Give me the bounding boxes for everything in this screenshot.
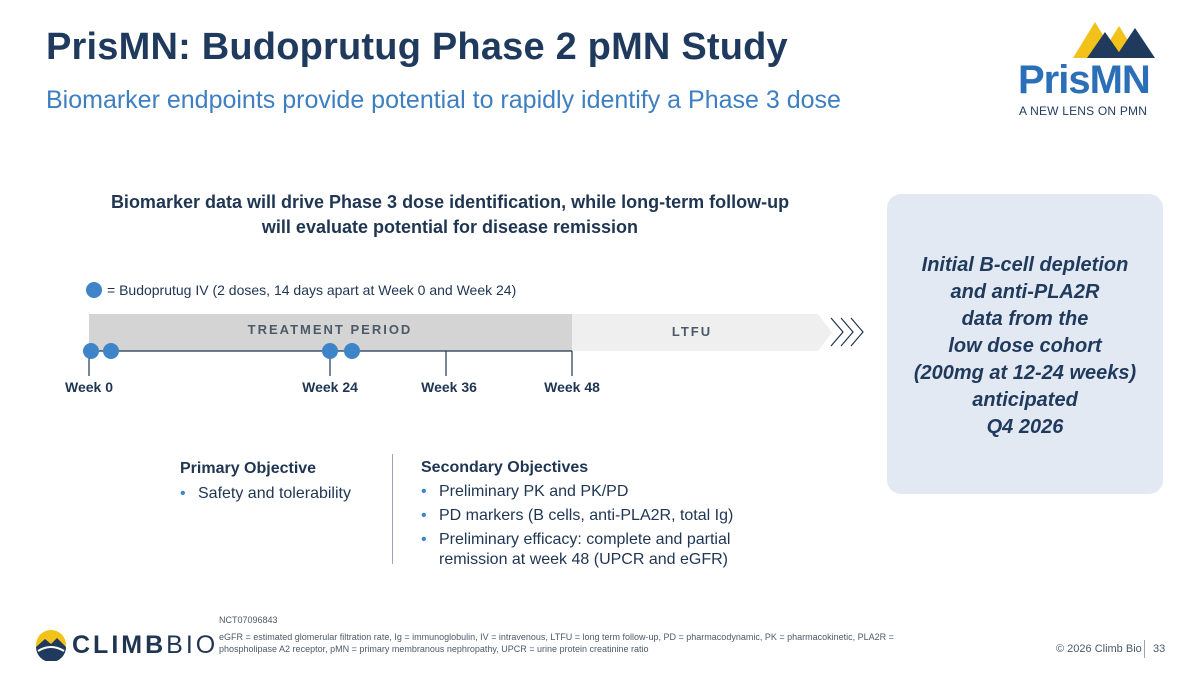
- list-item: • Preliminary PK and PK/PD: [421, 482, 761, 502]
- abbreviations-footnote: eGFR = estimated glomerular filtration rate, Ig = immunoglobulin, IV = intravenous, LTFU = long term follow-up, PD = pharmacodynamic, PK = pharmacokinetic, PLA2R = phospholipase A2 receptor, pMN = primary membranous nephropathy, UPCR = urine protein creatinine ratio: [219, 632, 894, 654]
- callout-text: [887, 252, 1163, 441]
- copyright: © 2026 Climb Bio: [1056, 643, 1142, 655]
- list-item: • Preliminary efficacy: complete and partial remission at week 48 (UPCR and eGFR): [421, 530, 761, 570]
- chevron-icon-1: [831, 318, 843, 346]
- callout-line: Initial B-cell depletion: [921, 254, 1129, 276]
- week-label-48: Week 48: [544, 379, 600, 395]
- slide-title: PrisMN: Budoprutug Phase 2 pMN Study: [46, 26, 788, 68]
- week-label-24: Week 24: [302, 379, 358, 395]
- primary-objective-list: [180, 484, 351, 508]
- callout-line: low dose cohort: [948, 335, 1102, 357]
- objectives-divider: [392, 454, 393, 564]
- treatment-period-label: TREATMENT PERIOD: [247, 322, 413, 337]
- secondary-objectives-list: [421, 482, 761, 574]
- week-label-0: Week 0: [65, 379, 113, 395]
- callout-line: data from the: [961, 308, 1089, 330]
- primary-objective-heading: Primary Objective: [180, 460, 317, 477]
- legend-text: = Budoprutug IV (2 doses, 14 days apart at Week 0 and Week 24): [107, 282, 517, 298]
- page-number-divider: [1144, 640, 1145, 658]
- secondary-objectives-heading: Secondary Objectives: [421, 459, 589, 476]
- dose-dot-icon: [86, 282, 102, 298]
- list-item: • PD markers (B cells, anti-PLA2R, total Ig): [421, 506, 761, 526]
- wordmark-light: BIO: [166, 631, 219, 659]
- dose-legend: [86, 280, 516, 300]
- timeline-headline: Biomarker data will drive Phase 3 dose identification, while long-term follow-up will evaluate potential for disease remission: [110, 192, 790, 237]
- slide-subtitle: Biomarker endpoints provide potential to rapidly identify a Phase 3 dose: [46, 86, 841, 114]
- dose-marker-week24-a: [322, 343, 338, 359]
- page-number: 33: [1153, 643, 1166, 655]
- nct-number: NCT07096843: [219, 615, 278, 625]
- callout-line: and anti-PLA2R: [950, 281, 1100, 303]
- callout-line: anticipated: [972, 389, 1078, 411]
- dose-marker-week0-a: [83, 343, 99, 359]
- week-label-36: Week 36: [421, 379, 477, 395]
- climb-bio-wordmark: [72, 631, 218, 660]
- callout-line: (200mg at 12-24 weeks): [913, 362, 1137, 384]
- ltfu-label: LTFU: [671, 324, 713, 339]
- dose-marker-week0-b: [103, 343, 119, 359]
- callout-line: Q4 2026: [986, 416, 1064, 438]
- logo-wordmark: PrisMN: [1018, 58, 1150, 102]
- dose-marker-week24-b: [344, 343, 360, 359]
- wordmark-bold: CLIMB: [72, 631, 167, 659]
- climb-bio-logo-icon: [34, 629, 68, 661]
- list-item: • Safety and tolerability: [180, 484, 351, 504]
- logo-tagline: A NEW LENS ON PMN: [1019, 104, 1148, 118]
